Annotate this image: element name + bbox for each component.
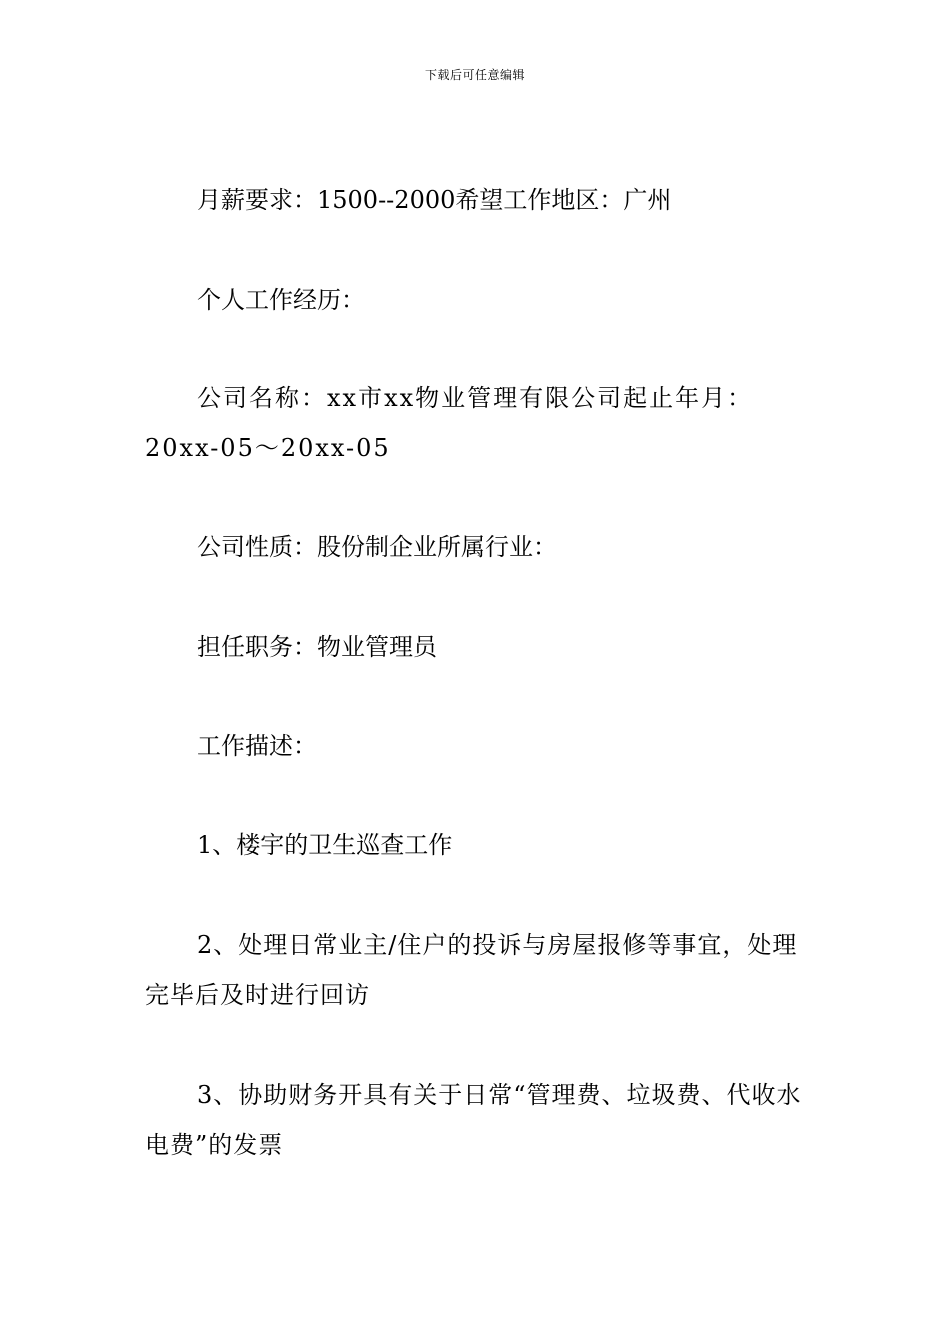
duty-item-3: 3、协助财务开具有关于日常“管理费、垃圾费、代收水电费”的发票 [145,1081,802,1159]
duty-item-1: 1、楼宇的卫生巡查工作 [197,831,453,859]
page-header-note: 下载后可任意编辑 [424,68,525,82]
position-paragraph: 担任职务：物业管理员 [197,633,437,661]
company-type-paragraph: 公司性质：股份制企业所属行业： [197,533,557,561]
duty-item-2: 2、处理日常业主/住户的投诉与房屋报修等事宜，处理完毕后及时进行回访 [145,931,798,1009]
job-description-heading: 工作描述： [197,732,317,760]
company-name-paragraph: 公司名称：xx市xx物业管理有限公司起止年月：20xx-05～20xx-05 [145,384,754,462]
salary-requirement-paragraph: 月薪要求：1500--2000希望工作地区：广州 [197,186,672,214]
work-experience-heading: 个人工作经历： [197,286,365,314]
